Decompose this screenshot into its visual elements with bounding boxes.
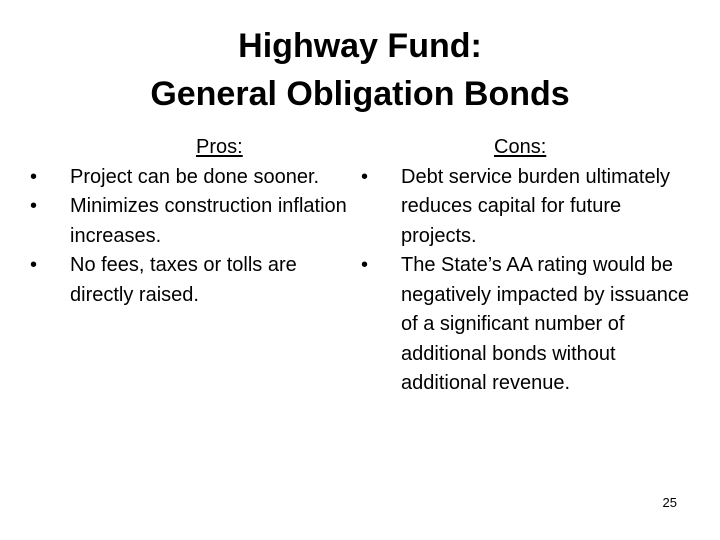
bullet-icon: •: [30, 254, 38, 276]
pros-item-text: Minimizes construction inflation increases.: [70, 195, 347, 247]
cons-item-text: Debt service burden ultimately reduces capital for future projects.: [401, 165, 671, 247]
cons-column: [361, 133, 691, 399]
cons-item-text: The State’s AA rating would be negatively impacted by issuance of a significant number of additional bonds without additional revenue.: [401, 254, 689, 394]
pros-item: [30, 251, 360, 310]
pros-item: [30, 163, 360, 193]
title-line-2: General Obligation Bonds: [150, 75, 570, 113]
pros-heading: Pros:: [196, 136, 243, 158]
cons-list: [361, 163, 691, 399]
cons-item: [361, 163, 691, 252]
bullet-icon: •: [30, 165, 38, 188]
pros-item-text: No fees, taxes or tolls are directly raised.: [70, 254, 297, 306]
page-number: 25: [662, 495, 677, 510]
bullet-icon: •: [361, 165, 369, 188]
bullet-icon: •: [30, 195, 38, 217]
pros-list: [30, 163, 360, 311]
slide-title: [0, 22, 720, 118]
cons-item: [361, 251, 691, 399]
pros-item: [30, 192, 360, 251]
bullet-icon: •: [361, 254, 369, 276]
title-line-1: Highway Fund:: [238, 27, 482, 65]
cons-heading: Cons:: [494, 136, 547, 158]
pros-column: [30, 133, 360, 310]
pros-item-text: Project can be done sooner.: [70, 165, 320, 188]
